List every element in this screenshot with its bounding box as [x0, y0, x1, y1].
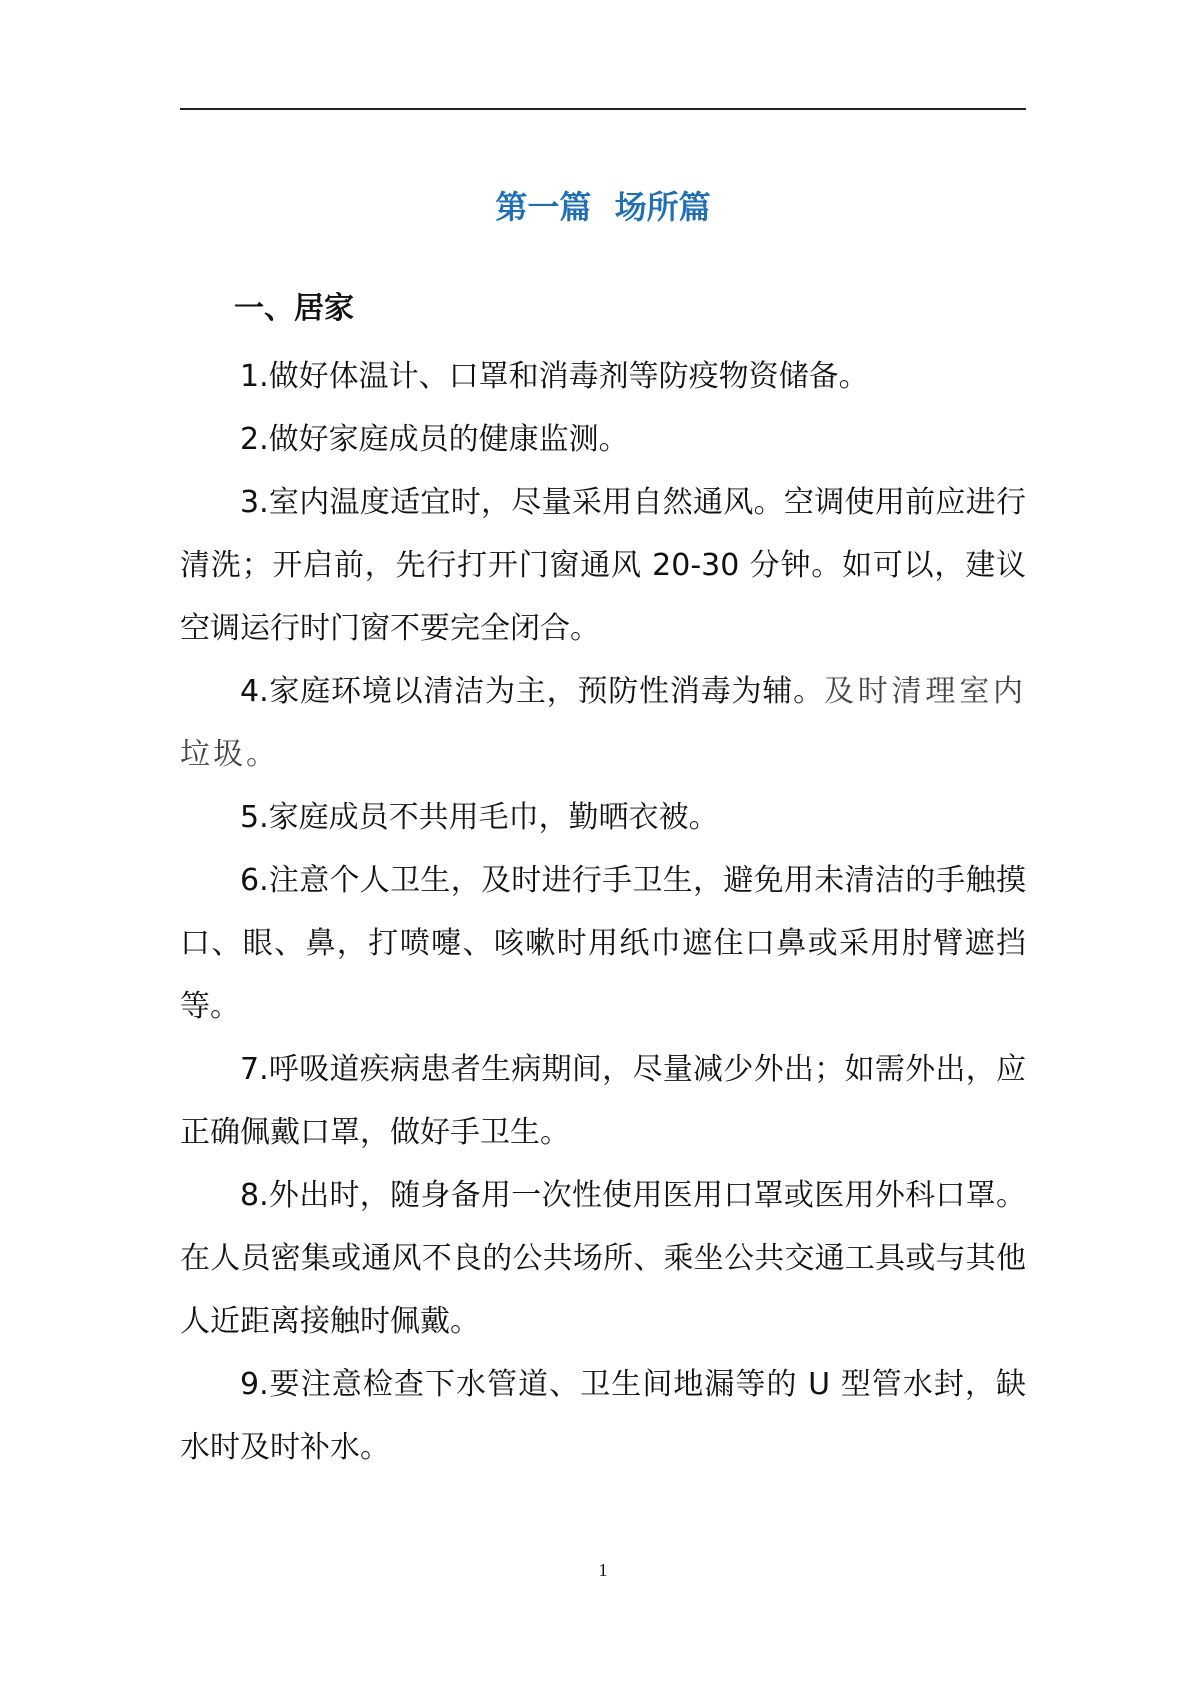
item-text: 7.呼吸道疾病患者生病期间，尽量减少外出；如需外出，应正确佩戴口罩，做好手卫生。 — [180, 1052, 1026, 1150]
item-text: 8.外出时，随身备用一次性使用医用口罩或医用外科口罩。在人员密集或通风不良的公共场所、乘坐公共交通工具或与其他人近距离接触时佩戴。 — [180, 1178, 1026, 1339]
list-item — [180, 660, 1026, 786]
list-item — [180, 786, 1026, 849]
list-item — [180, 1038, 1026, 1164]
item-text: 2.做好家庭成员的健康监测。 — [240, 422, 629, 457]
list-item — [180, 471, 1026, 660]
list-item — [180, 1164, 1026, 1353]
header-rule — [180, 108, 1026, 110]
page-number: 1 — [598, 1560, 608, 1580]
item-aside-text: 及时清理室内垃圾。 — [180, 674, 1027, 772]
list-item — [180, 345, 1026, 408]
section-heading: 一、居家 — [234, 291, 354, 326]
item-text: 4.家庭环境以清洁为主，预防性消毒为辅。 — [240, 674, 824, 709]
list-item — [180, 408, 1026, 471]
item-text: 9.要注意检查下水管道、卫生间地漏等的 U 型管水封，缺水时及时补水。 — [180, 1367, 1026, 1465]
item-list — [180, 345, 1026, 1479]
item-text: 5.家庭成员不共用毛巾，勤晒衣被。 — [240, 800, 719, 835]
chapter-title: 第一篇 场所篇 — [495, 188, 711, 226]
item-text: 1.做好体温计、口罩和消毒剂等防疫物资储备。 — [240, 359, 869, 394]
list-item — [180, 1353, 1026, 1479]
list-item — [180, 849, 1026, 1038]
item-text: 6.注意个人卫生，及时进行手卫生，避免用未清洁的手触摸口、眼、鼻，打喷嚏、咳嗽时用纸巾遮住口鼻或采用肘臂遮挡等。 — [180, 863, 1026, 1024]
item-text: 3.室内温度适宜时，尽量采用自然通风。空调使用前应进行清洗；开启前，先行打开门窗通风 20-30 分钟。如可以，建议空调运行时门窗不要完全闭合。 — [180, 485, 1026, 646]
